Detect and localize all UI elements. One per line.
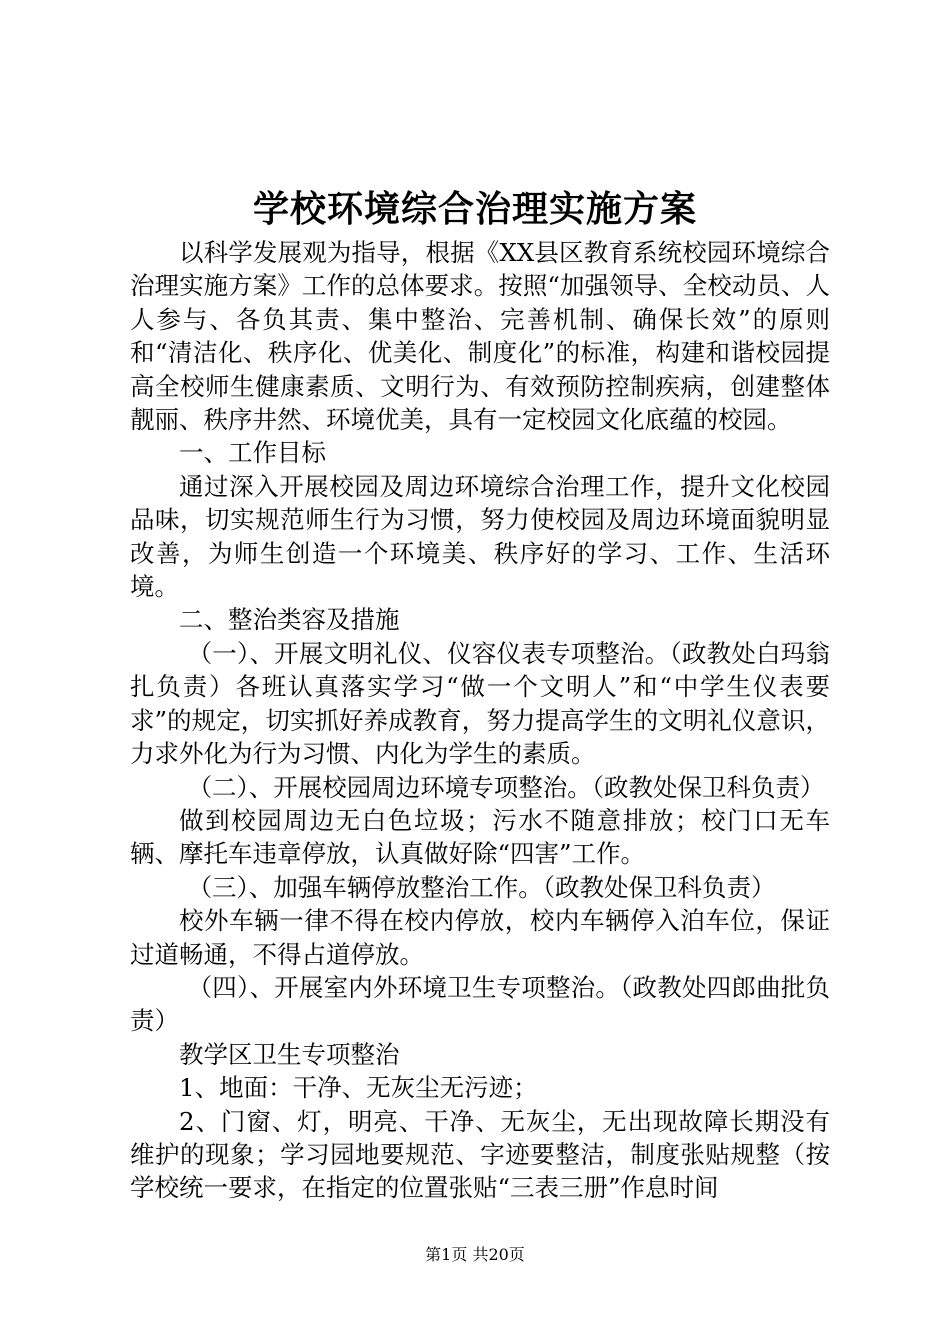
document-title: 学校环境综合治理实施方案 xyxy=(252,188,697,230)
paragraph-measure-3: （三）、加强车辆停放整治工作。（政教处保卫科负责） xyxy=(187,872,776,902)
paragraph-intro: 以科学发展观为指导，根据《XX县区教育系统校园环境综合治理实施方案》工作的总体要求。按照“加强领导、全校动员、人人参与、各负其责、集中整治、完善机制、确保长效”的原则和“清洁化、秩序化、优美化、制度化”的标准，构建和谐校园提高全校师生健康素质、文明行为、有效预防控制疾病，创建整体靓丽、秩序井然、环境优美，具有一定校园文化底蕴的校园。 xyxy=(130,238,830,435)
paragraph-measure-2: （二）、开展校园周边环境专项整治。（政教处保卫科负责） xyxy=(187,772,825,802)
paragraph-work-goal: 通过深入开展校园及周边环境综合治理工作，提升文化校园品味，切实规范师生行为习惯，努力使校园及周边环境面貌明显改善，为师生创造一个环境美、秩序好的学习、工作、生活环境。 xyxy=(130,471,830,602)
list-item-doors-windows: 2、门窗、灯，明亮、干净、无灰尘，无出现故障长期没有维护的现象；学习园地要规范、字迹要整洁，制度张贴规整（按学校统一要求，在指定的位置张贴“三表三册”作息时间 xyxy=(130,1106,830,1203)
document-body xyxy=(130,236,830,1205)
paragraph-measure-1: （一）、开展文明礼仪、仪容仪表专项整治。（政教处白玛翁扎负责）各班认真落实学习“做一个文明人”和“中学生仪表要求”的规定，切实抓好养成教育，努力提高学生的文明礼仪意识，力求外化为行为习惯、内化为学生的素质。 xyxy=(130,638,830,769)
heading-work-goal: 一、工作目标 xyxy=(179,438,326,468)
heading-measures: 二、整治类容及措施 xyxy=(179,605,400,635)
paragraph-measure-4: （四）、开展室内外环境卫生专项整治。（政教处四郎曲批负责） xyxy=(130,972,830,1036)
page-footer: 第1页 共20页 xyxy=(425,1245,525,1264)
paragraph-measure-3-detail: 校外车辆一律不得在校内停放，校内车辆停入泊车位，保证过道畅通，不得占道停放。 xyxy=(130,906,830,969)
paragraph-measure-2-detail: 做到校园周边无白色垃圾；污水不随意排放；校门口无车辆、摩托车违章停放，认真做好除“四害”工作。 xyxy=(130,805,830,869)
heading-teaching-area: 教学区卫生专项整治 xyxy=(179,1039,400,1069)
list-item-floor: 1、地面：干净、无灰尘无污迹； xyxy=(179,1073,538,1103)
